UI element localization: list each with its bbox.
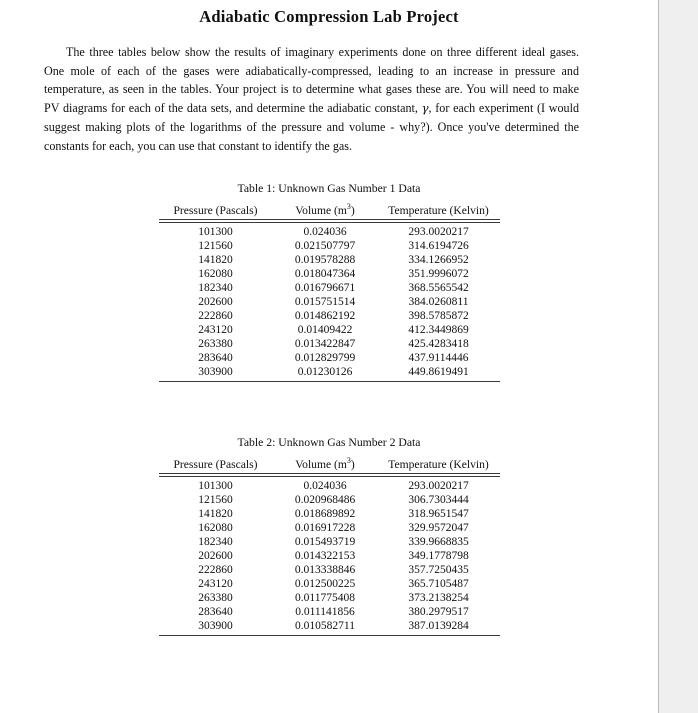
cell-pressure: 303900 [159, 619, 273, 636]
cell-temperature: 384.0260811 [408, 296, 469, 309]
table-1 [159, 204, 500, 382]
cell-temperature: 380.2979517 [408, 606, 469, 619]
intro-paragraph [0, 43, 658, 155]
table-row [159, 365, 500, 382]
table-row [159, 535, 500, 549]
cell-temperature: 398.5785872 [408, 310, 469, 323]
cell-volume: 0.013422847 [294, 338, 356, 351]
cell-temperature: 306.7303444 [408, 494, 469, 507]
cell-pressure: 121560 [198, 494, 233, 507]
table-2-caption: Table 2: Unknown Gas Number 2 Data [237, 436, 421, 450]
gamma-symbol: γ [421, 101, 429, 116]
cell-temperature: 365.7105487 [408, 578, 469, 591]
cell-volume: 0.016917228 [294, 522, 356, 535]
cell-pressure: 202600 [198, 550, 233, 563]
column-header-volume-suffix: ) [350, 458, 355, 472]
cell-volume: 0.018689892 [294, 508, 356, 521]
table-row [159, 351, 500, 365]
column-header-temperature: Temperature (Kelvin) [378, 204, 500, 220]
column-header-volume-suffix: ) [350, 204, 355, 218]
table-row [159, 549, 500, 563]
table-row [159, 477, 500, 494]
table-row [159, 521, 500, 535]
cell-volume: 0.016796671 [294, 282, 356, 295]
cell-temperature: 318.9651547 [408, 508, 469, 521]
page-title: Adiabatic Compression Lab Project [199, 7, 459, 26]
cell-temperature: 373.2138254 [408, 592, 469, 605]
cell-pressure: 202600 [198, 296, 233, 309]
table-2 [159, 458, 500, 636]
cell-temperature: 412.3449869 [408, 324, 469, 337]
cell-volume: 0.024036 [303, 226, 347, 239]
cell-temperature: 329.9572047 [408, 522, 469, 535]
cell-pressure: 182340 [198, 536, 233, 549]
cell-pressure: 303900 [159, 365, 273, 382]
cell-pressure: 243120 [198, 324, 233, 337]
cell-temperature: 351.9996072 [408, 268, 469, 281]
cell-volume: 0.010582711 [273, 619, 378, 636]
cell-volume: 0.014322153 [294, 550, 356, 563]
table-row [159, 323, 500, 337]
cell-volume: 0.018047364 [294, 268, 356, 281]
cell-pressure: 243120 [198, 578, 233, 591]
table-row [159, 281, 500, 295]
cell-volume: 0.020968486 [294, 494, 356, 507]
cell-pressure: 182340 [198, 282, 233, 295]
viewer-gutter [660, 0, 698, 713]
table-row [159, 309, 500, 323]
cell-pressure: 162080 [198, 522, 233, 535]
cell-volume: 0.012500225 [294, 578, 356, 591]
column-header-volume-prefix: Volume (m [295, 458, 347, 472]
column-header-temperature: Temperature (Kelvin) [378, 458, 500, 474]
cell-pressure: 101300 [198, 480, 233, 493]
cell-temperature: 449.8619491 [378, 365, 500, 382]
cell-temperature: 387.0139284 [378, 619, 500, 636]
column-header-volume-prefix: Volume (m [295, 204, 347, 218]
cell-volume: 0.024036 [303, 480, 347, 493]
table-row [159, 577, 500, 591]
column-header-volume-exponent: 3 [346, 456, 351, 466]
table-row [159, 605, 500, 619]
cell-volume: 0.013338846 [294, 564, 356, 577]
table-block-1 [0, 182, 658, 382]
cell-temperature: 437.9114446 [408, 352, 469, 365]
table-row [159, 619, 500, 636]
cell-volume: 0.014862192 [294, 310, 356, 323]
table-row [159, 223, 500, 240]
column-header-volume [273, 204, 378, 220]
cell-pressure: 162080 [198, 268, 233, 281]
cell-pressure: 222860 [198, 564, 233, 577]
intro-paragraph-lead: The three tables below show the results of imaginary experiments done on three different ideal gases. One mole of each of the gases were adiabatically-compressed, leading to an increase in pressure and temperature, as seen in the tables. Your project is to determine what gases these are. You will need to make PV diagrams for each of the data sets, and determine the adiabatic constant, [44, 45, 579, 116]
cell-temperature: 349.1778798 [408, 550, 469, 563]
cell-temperature: 425.4283418 [408, 338, 469, 351]
column-header-volume [273, 458, 378, 474]
cell-temperature: 357.7250435 [408, 564, 469, 577]
table-row [159, 337, 500, 351]
cell-volume: 0.019578288 [294, 254, 356, 267]
cell-pressure: 101300 [198, 226, 233, 239]
cell-volume: 0.01230126 [273, 365, 378, 382]
cell-temperature: 314.6194726 [408, 240, 469, 253]
intro-paragraph-tail: , for each experiment (I would suggest making plots of the logarithms of the pressure and volume - why?). Once you've determined the constants for each, you can use that constant to identify the gas. [44, 101, 579, 153]
cell-volume: 0.01409422 [297, 324, 353, 337]
cell-pressure: 263380 [198, 592, 233, 605]
cell-pressure: 121560 [198, 240, 233, 253]
table-row [159, 591, 500, 605]
table-row [159, 253, 500, 267]
cell-volume: 0.015751514 [294, 296, 356, 309]
cell-volume: 0.011141856 [295, 606, 355, 619]
cell-volume: 0.021507797 [294, 240, 356, 253]
cell-pressure: 141820 [198, 508, 233, 521]
column-header-pressure: Pressure (Pascals) [159, 204, 273, 220]
cell-pressure: 283640 [198, 606, 233, 619]
table-2-body [159, 477, 500, 636]
table-row [159, 507, 500, 521]
cell-temperature: 339.9668835 [408, 536, 469, 549]
table-row [159, 295, 500, 309]
table-row [159, 563, 500, 577]
cell-pressure: 283640 [198, 352, 233, 365]
cell-volume: 0.015493719 [294, 536, 356, 549]
column-header-pressure: Pressure (Pascals) [159, 458, 273, 474]
cell-temperature: 293.0020217 [408, 226, 469, 239]
cell-pressure: 222860 [198, 310, 233, 323]
cell-volume: 0.012829799 [294, 352, 356, 365]
column-header-volume-exponent: 3 [346, 202, 351, 212]
cell-volume: 0.011775408 [295, 592, 355, 605]
cell-pressure: 263380 [198, 338, 233, 351]
table-row [159, 239, 500, 253]
table-1-body [159, 223, 500, 382]
cell-pressure: 141820 [198, 254, 233, 267]
table-block-2 [0, 436, 658, 636]
table-1-caption: Table 1: Unknown Gas Number 1 Data [237, 182, 421, 196]
cell-temperature: 334.1266952 [408, 254, 469, 267]
cell-temperature: 368.5565542 [408, 282, 469, 295]
cell-temperature: 293.0020217 [408, 480, 469, 493]
table-row [159, 493, 500, 507]
table-row [159, 267, 500, 281]
